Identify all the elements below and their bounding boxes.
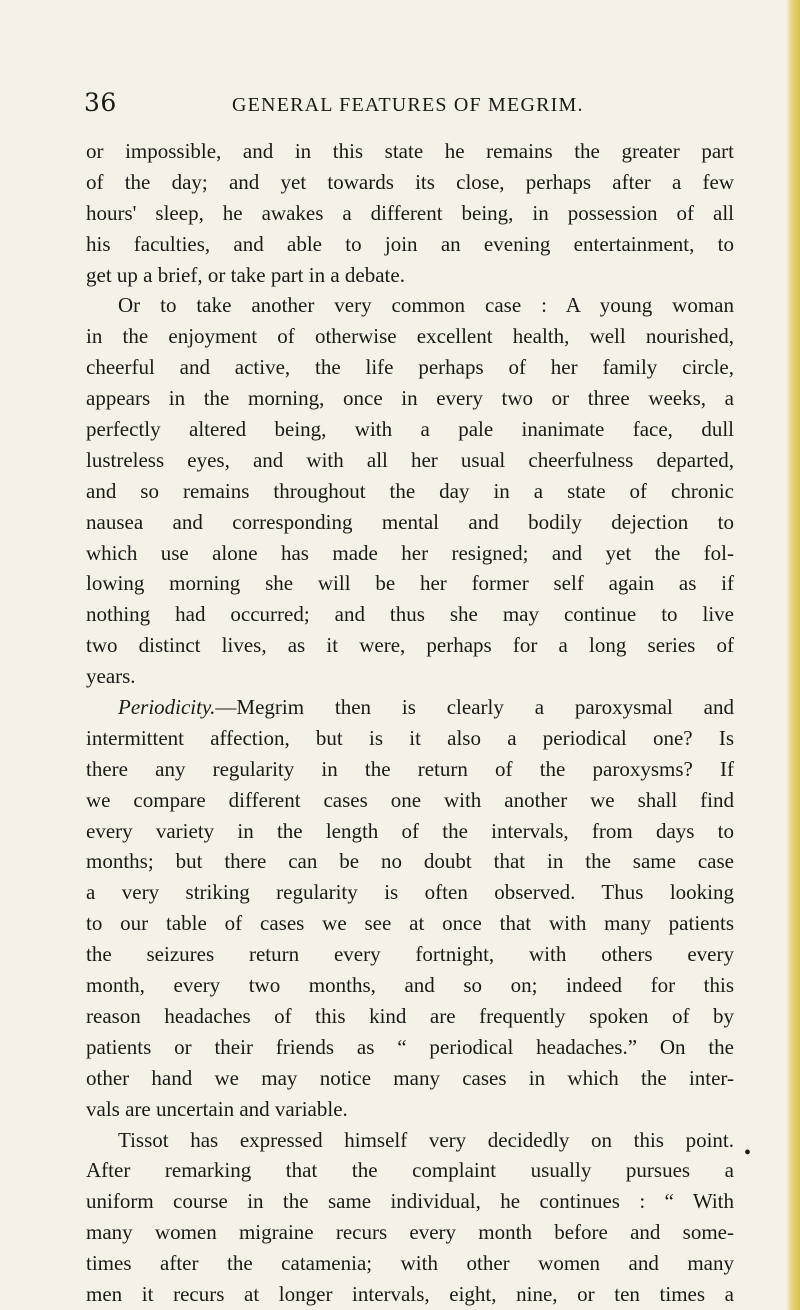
paragraph xyxy=(86,290,734,692)
paragraph xyxy=(86,136,734,290)
text-line: every variety in the length of the intervals, from days to xyxy=(86,818,734,843)
text-line: years. xyxy=(86,664,136,689)
text-line: appears in the morning, once in every two or three weeks, a xyxy=(86,386,734,411)
text-line: to our table of cases we see at once that with many patients xyxy=(86,911,734,936)
marginal-mark: • xyxy=(744,1142,752,1164)
page-edge xyxy=(786,0,800,1310)
paragraph xyxy=(86,692,734,1124)
paragraph xyxy=(86,1125,734,1310)
text-line: lustreless eyes, and with all her usual cheerfulness departed, xyxy=(86,447,734,472)
text-line: lowing morning she will be her former self again as if xyxy=(86,571,734,596)
page-header xyxy=(84,86,734,122)
text-line: other hand we may notice many cases in which the inter- xyxy=(86,1065,734,1090)
text-line: men it recurs at longer intervals, eight, nine, or ten times a xyxy=(86,1281,734,1306)
text-line: After remarking that the complaint usually pursues a xyxy=(86,1158,734,1183)
text-line: many women migraine recurs every month before and some- xyxy=(86,1220,734,1245)
text-line: nothing had occurred; and thus she may continue to live xyxy=(86,602,734,627)
text-line: or impossible, and in this state he remains the greater part xyxy=(86,139,734,163)
text-line: Tissot has expressed himself very decidedly on this point. xyxy=(118,1127,734,1152)
section-lead-in: Periodicity. xyxy=(118,695,216,720)
text-line: Periodicity.—Megrim then is clearly a paroxysmal and xyxy=(118,695,734,720)
text-line: intermittent affection, but is it also a periodical one? Is xyxy=(86,725,734,750)
text-line: nausea and corresponding mental and bodily dejection to xyxy=(86,509,734,534)
text-line: the seizures return every fortnight, with others every xyxy=(86,942,734,967)
text-line: months; but there can be no doubt that in the same case xyxy=(86,849,734,874)
text-line: get up a brief, or take part in a debate. xyxy=(86,262,405,287)
text-line: which use alone has made her resigned; and yet the fol- xyxy=(86,540,734,565)
text-line: a very striking regularity is often observed. Thus looking xyxy=(86,880,734,905)
text-line: cheerful and active, the life perhaps of her family circle, xyxy=(86,355,734,380)
text-line: hours' sleep, he awakes a different being, in possession of all xyxy=(86,200,734,225)
text-line: month, every two months, and so on; indeed for this xyxy=(86,973,734,998)
text-line: two distinct lives, as it were, perhaps for a long series of xyxy=(86,633,734,658)
text-line: we compare different cases one with another we shall find xyxy=(86,787,734,812)
text-line: times after the catamenia; with other women and many xyxy=(86,1251,734,1276)
text-line: there any regularity in the return of the paroxysms? If xyxy=(86,756,734,781)
text-line: and so remains throughout the day in a state of chronic xyxy=(86,478,734,503)
text-line: in the enjoyment of otherwise excellent health, well nourished, xyxy=(86,324,734,349)
page-number: 36 xyxy=(84,88,117,117)
text-line: his faculties, and able to join an evening entertainment, to xyxy=(86,231,734,256)
text-line: patients or their friends as “ periodical headaches.” On the xyxy=(86,1034,734,1059)
text-line: perfectly altered being, with a pale inanimate face, dull xyxy=(86,417,734,442)
running-head: GENERAL FEATURES OF MEGRIM. xyxy=(232,94,584,116)
text-line: of the day; and yet towards its close, perhaps after a few xyxy=(86,169,734,194)
text-line: reason headaches of this kind are frequently spoken of by xyxy=(86,1003,734,1028)
text-line: Or to take another very common case : A young woman xyxy=(118,293,734,318)
body-text xyxy=(86,136,734,1310)
text-line: vals are uncertain and variable. xyxy=(86,1096,348,1121)
text-line: uniform course in the same individual, he continues : “ With xyxy=(86,1189,734,1214)
